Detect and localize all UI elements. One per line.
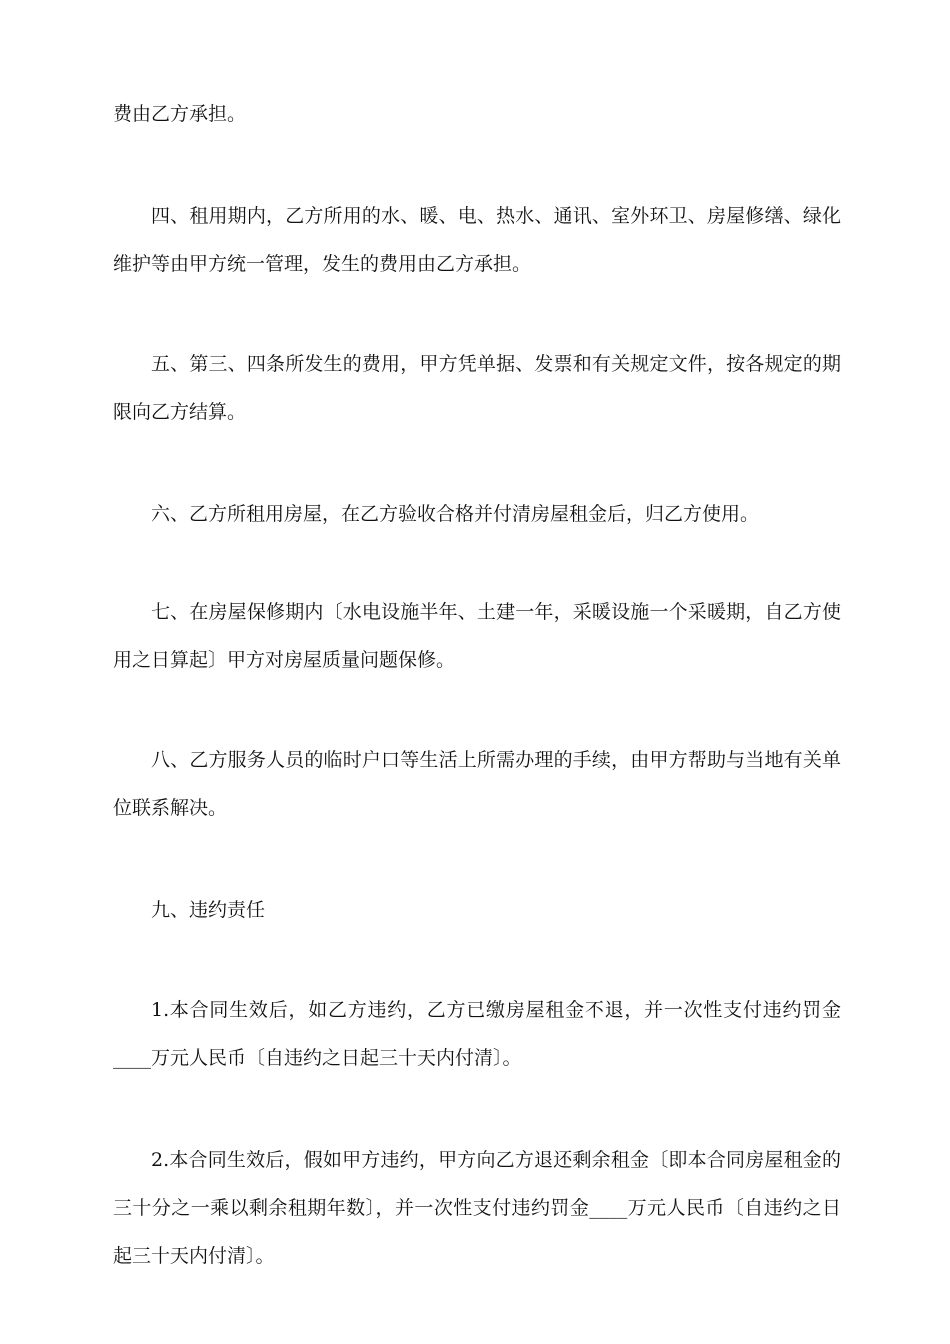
paragraph-article-8: 八、乙方服务人员的临时户口等生活上所需办理的手续，由甲方帮助与当地有关单位联系解决。 [113,749,841,819]
paragraph-article-6: 六、乙方所租用房屋，在乙方验收合格并付清房屋租金后，归乙方使用。 [151,503,760,525]
paragraph-clause-9-2: 2.本合同生效后，假如甲方违约，甲方向乙方退还剩余租金〔即本合同房屋租金的三十分之一乘以剩余租期年数〕，并一次性支付违约罚金____万元人民币〔自违约之日起三十天内付清〕。 [113,1149,841,1267]
paragraph-article-9-heading: 九、违约责任 [151,899,266,921]
paragraph-article-7: 七、在房屋保修期内〔水电设施半年、土建一年，采暖设施一个采暖期，自乙方使用之日算起〕甲方对房屋质量问题保修。 [113,601,841,671]
paragraph-continuation: 费由乙方承担。 [113,103,247,125]
paragraph-clause-9-1: 1.本合同生效后，如乙方违约，乙方已缴房屋租金不退，并一次性支付违约罚金____万元人民币〔自违约之日起三十天内付清〕。 [113,999,841,1069]
paragraph-article-4: 四、租用期内，乙方所用的水、暖、电、热水、通讯、室外环卫、房屋修缮、绿化维护等由甲方统一管理，发生的费用由乙方承担。 [113,205,841,275]
paragraph-article-5: 五、第三、四条所发生的费用，甲方凭单据、发票和有关规定文件，按各规定的期限向乙方结算。 [113,353,841,423]
